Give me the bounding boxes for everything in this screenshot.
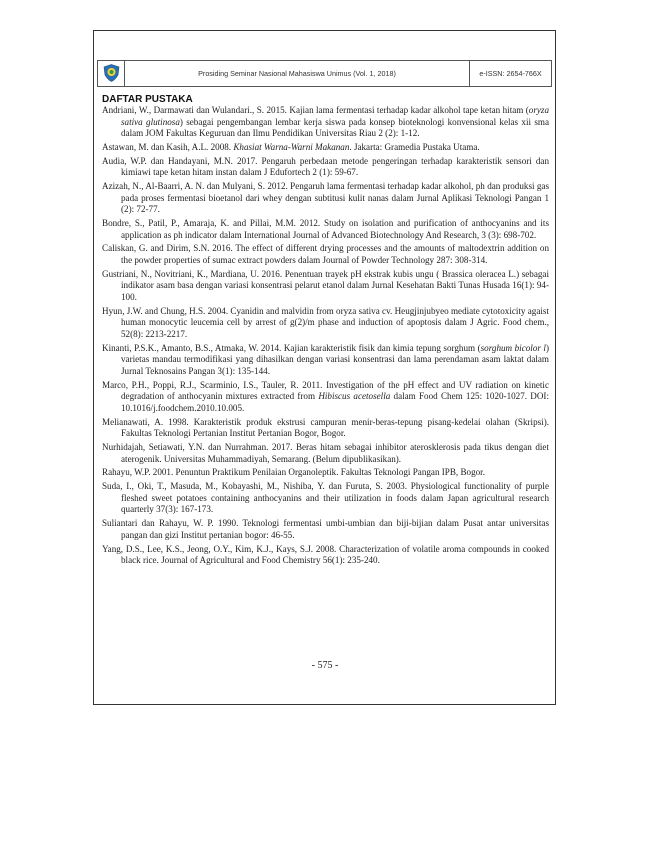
page-number: - 575 - bbox=[311, 660, 339, 671]
reference-list bbox=[102, 105, 549, 569]
header-logo-cell bbox=[98, 61, 125, 86]
issn-label: e-ISSN: 2654-766X bbox=[479, 69, 542, 78]
reference-entry: Caliskan, G. and Dirim, S.N. 2016. The effect of different drying processes and the amounts of maltodextrin addition on the powder properties of sumac extract powders dalam Journal of Powder Technology 287: 308-314. bbox=[102, 243, 549, 266]
references-heading: DAFTAR PUSTAKA bbox=[102, 94, 193, 105]
reference-entry: Bondre, S., Patil, P., Amaraja, K. and Pillai, M.M. 2012. Study on isolation and purification of anthocyanins and its application as ph indicator dalam International Journal of Advanced Biotechnology And Research, 3 (3): 698-702. bbox=[102, 218, 549, 240]
reference-entry: Gustriani, N., Novitriani, K., Mardiana, U. 2016. Penentuan trayek pH ekstrak kubis ungu ( Brassica oleracea L.) sebagai indikator asam basa dengan variasi konsentrasi pelarut etanol dalam Jurnal Kesehatan Bakti Tunas Husada 16(1): 94-100. bbox=[102, 268, 549, 303]
reference-entry: Andriani, W., Darmawati dan Wulandari., S. 2015. Kajian lama fermentasi terhadap kadar alkohol tape ketan hitam (oryza sativa glutinosa) sebagai pengembangan lembar kerja siswa pada konsep bioteknologi konvensional kelas xii sma dalam JOM Fakultas Keguruan dan Ilmu Pendidikan Universitas Riau 2 (2): 1-12. bbox=[102, 105, 549, 139]
university-logo-icon bbox=[103, 64, 120, 82]
reference-entry: Kinanti, P.S.K., Amanto, B.S., Atmaka, W. 2014. Kajian karakteristik fisik dan kimia tepung sorghum (sorghum bicolor l) varietas mandau termodifikasi yang dihasilkan dengan variasi konsentrasi dan lama perendaman asam laktat dalam Jurnal Teknosains Pangan 3(1): 135-144. bbox=[102, 342, 549, 376]
reference-entry: Audia, W.P. dan Handayani, M.N. 2017. Pengaruh perbedaan metode pengeringan terhadap karakteristik sensori dan kimiawi tape ketan hitam instan dalam J Edufortech 2 (1): 59-67. bbox=[102, 155, 549, 178]
reference-entry: Melianawati, A. 1998. Karakteristik produk ekstrusi campuran menir-beras-tepung pisang-kedelai olahan (Skripsi). Fakultas Teknologi Pertanian Institut Pertanian Bogor, Bogor. bbox=[102, 416, 549, 439]
reference-entry: Hyun, J.W. and Chung, H.S. 2004. Cyanidin and malvidin from oryza sativa cv. Heugjinjubyeo mediate cytotoxicity agaist human monocytic leucemia cell by arrest of g(2)/m phase and induction of apoptosis dalam J Agric. Food chem., 52(8): 2213-2217. bbox=[102, 305, 549, 339]
page-header bbox=[97, 60, 552, 87]
reference-entry: Marco, P.H., Poppi, R.J., Scarminio, I.S., Tauler, R. 2011. Investigation of the pH effect and UV radiation on kinetic degradation of anthocyanin mixtures extracted from Hibiscus acetosella dalam Food Chem 125: 1020-1027. DOI: 10.1016/j.foodchem.2010.10.005. bbox=[102, 379, 549, 413]
reference-entry: Suda, I., Oki, T., Masuda, M., Kobayashi, M., Nishiba, Y. dan Furuta, S. 2003. Physiological functionality of purple fleshed sweet potatoes containing anthocyanins and their utilization in foods dalam Japan agricultural research quarterly 37(3): 167-173. bbox=[102, 481, 549, 515]
reference-entry: Azizah, N., Al-Baarri, A. N. dan Mulyani, S. 2012. Pengaruh lama fermentasi terhadap kadar alkohol, ph dan produksi gas pada proses fermentasi bioetanol dari whey dengan subtitusi kulit nanas dalam Jurnal Aplikasi Teknologi Pangan 1 (2): 72-77. bbox=[102, 181, 549, 215]
proceedings-title: Prosiding Seminar Nasional Mahasiswa Unimus (Vol. 1, 2018) bbox=[125, 61, 470, 86]
reference-entry: Suliantari dan Rahayu, W. P. 1990. Teknologi fermentasi umbi-umbian dan biji-bijian dalam Pusat antar universitas pangan dan gizi Institut pertanian bogor: 46-55. bbox=[102, 518, 549, 540]
reference-entry: Yang, D.S., Lee, K.S., Jeong, O.Y., Kim, K.J., Kays, S.J. 2008. Characterization of volatile aroma compounds in cooked black rice. Journal of Agricultural and Food Chemistry 56(1): 235-240. bbox=[102, 543, 549, 566]
reference-entry: Nurhidajah, Setiawati, Y.N. dan Nurrahman. 2017. Beras hitam sebagai inhibitor aterosklerosis pada tikus dengan diet aterogenik. Universitas Muhammadiyah, Semarang. (Belum dipublikasikan). bbox=[102, 442, 549, 464]
reference-entry: Rahayu, W.P. 2001. Penuntun Praktikum Penilaian Organoleptik. Fakultas Teknologi Pangan IPB, Bogor. bbox=[102, 467, 485, 478]
reference-entry: Astawan, M. dan Kasih, A.L. 2008. Khasiat Warna-Warni Makanan. Jakarta: Gramedia Pustaka Utama. bbox=[102, 141, 480, 152]
